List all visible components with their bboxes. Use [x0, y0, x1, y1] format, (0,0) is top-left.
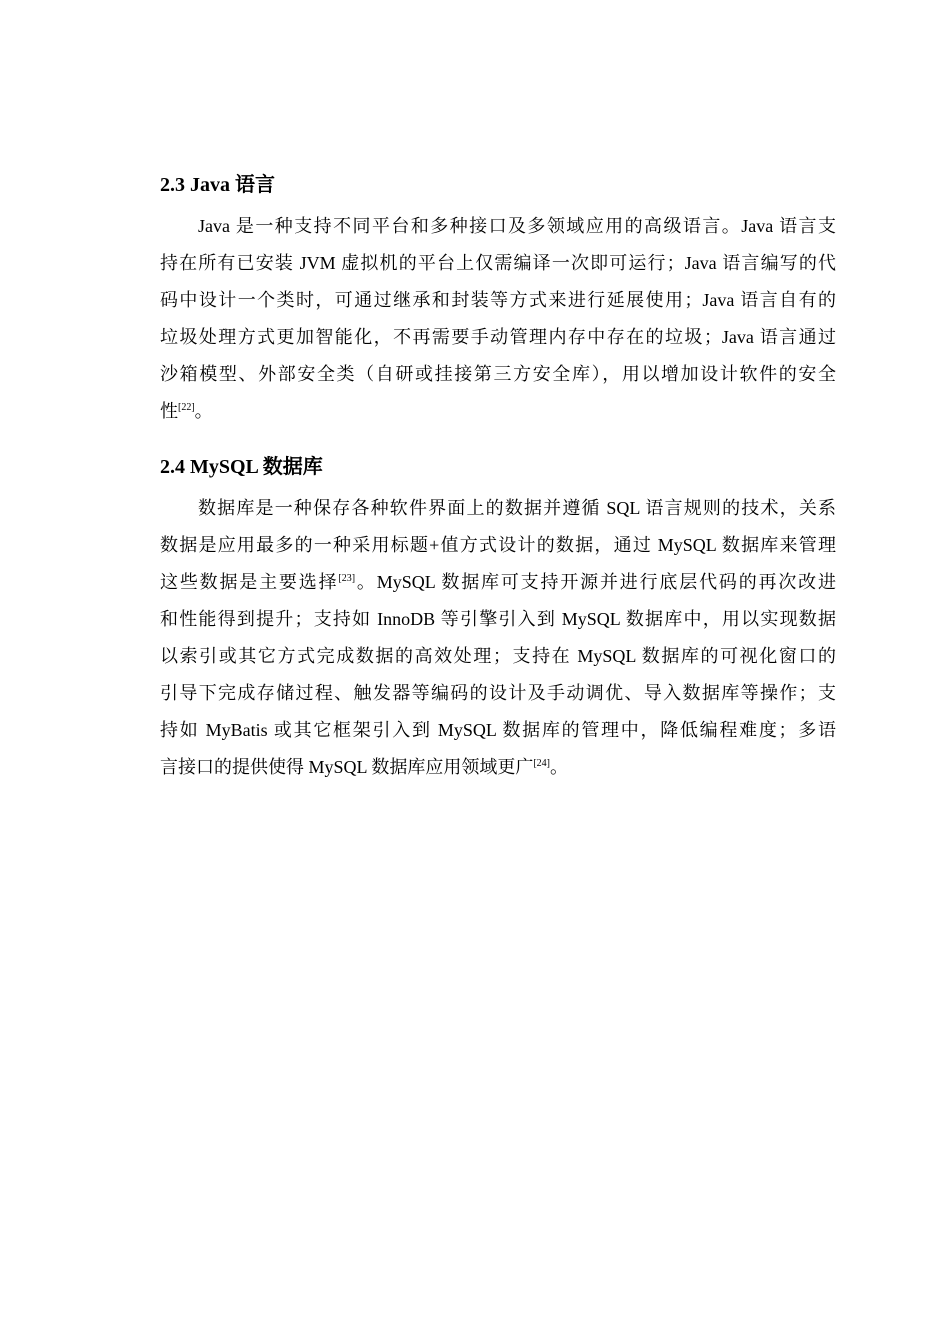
text-line: 以索引或其它方式完成数据的高效处理；支持在 MySQL 数据库的可视化窗口的 [160, 646, 836, 666]
section-heading: 2.3 Java 语言 [160, 174, 275, 196]
text-line: 和性能得到提升；支持如 InnoDB 等引擎引入到 MySQL 数据库中，用以实现数据 [160, 609, 836, 629]
text-line [160, 393, 836, 430]
text-fragment: 这些数据是主要选择 [160, 572, 339, 592]
text-fragment: 。 [550, 757, 569, 777]
citation-ref: [22] [178, 402, 195, 413]
citation-ref: [23] [338, 573, 356, 584]
section-2-4 [160, 452, 836, 786]
section-2-3 [160, 170, 836, 430]
text-line [160, 749, 836, 786]
text-fragment: 。MySQL 数据库可支持开源并进行底层代码的再次改进 [355, 572, 837, 592]
paragraph [160, 490, 836, 786]
paragraph [160, 208, 836, 430]
text-line: 数据库是一种保存各种软件界面上的数据并遵循 SQL 语言规则的技术，关系 [198, 498, 836, 518]
text-line [160, 564, 836, 601]
text-line: 持在所有已安装 JVM 虚拟机的平台上仅需编译一次即可运行；Java 语言编写的代 [160, 253, 836, 273]
citation-ref: [24] [533, 758, 551, 769]
text-line: 持如 MyBatis 或其它框架引入到 MySQL 数据库的管理中，降低编程难度；多语 [160, 720, 836, 740]
text-line: 垃圾处理方式更加智能化，不再需要手动管理内存中存在的垃圾；Java 语言通过 [160, 327, 836, 347]
text-line: Java 是一种支持不同平台和多种接口及多领域应用的高级语言。Java 语言支 [198, 216, 836, 236]
text-fragment: 性 [160, 401, 178, 421]
text-line: 沙箱模型、外部安全类（自研或挂接第三方安全库），用以增加设计软件的安全 [160, 364, 836, 384]
text-line: 引导下完成存储过程、触发器等编码的设计及手动调优、导入数据库等操作；支 [160, 683, 836, 703]
text-fragment: 。 [194, 401, 213, 421]
text-line: 数据是应用最多的一种采用标题+值方式设计的数据，通过 MySQL 数据库来管理 [160, 535, 836, 555]
text-line: 码中设计一个类时，可通过继承和封装等方式来进行延展使用；Java 语言自有的 [160, 290, 836, 310]
section-heading: 2.4 MySQL 数据库 [160, 456, 323, 478]
text-fragment: 言接口的提供使得 MySQL 数据库应用领域更广 [160, 757, 534, 777]
